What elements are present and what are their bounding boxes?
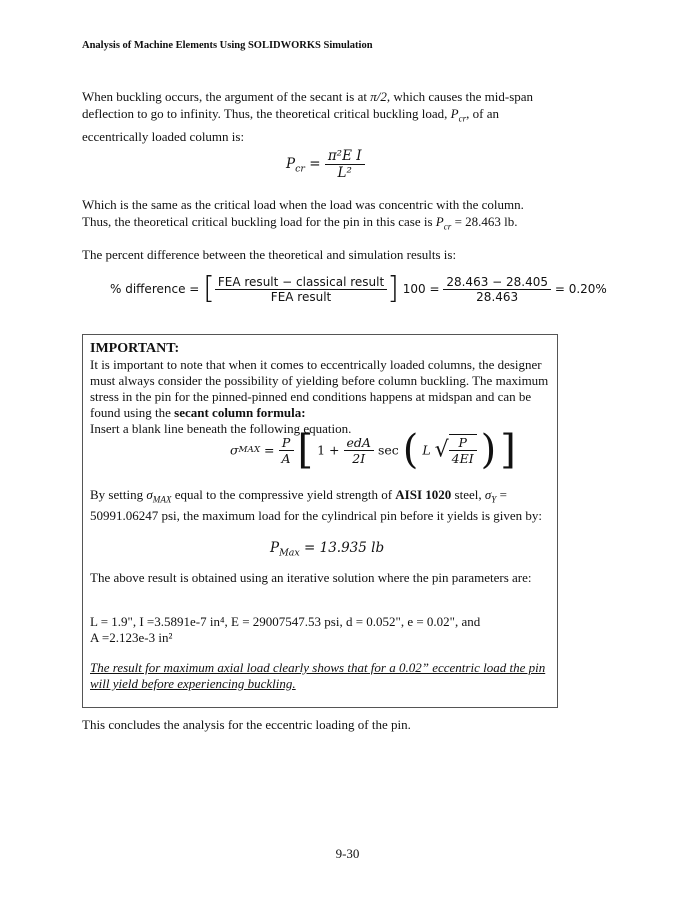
eq3-equals: = [264, 442, 275, 458]
eq3-f1 [279, 435, 294, 466]
eq3-sec: sec [377, 442, 399, 458]
important-conclusion: The result for maximum axial load clearly shows that for a 0.02” eccentric load the pin will yield before experiencing buckling. [90, 660, 546, 691]
important-p3-math2-sub: Y [491, 494, 497, 505]
important-p3-bold: AISI 1020 [395, 487, 452, 502]
secant-formula-equation [230, 427, 516, 473]
eq3-f1-den: A [281, 450, 291, 466]
eq3-lhs-sub: MAX [238, 445, 261, 455]
critical-load-equation [286, 148, 365, 181]
eq2-result: = 0.20% [554, 282, 607, 296]
important-p3-math-sub: MAX [152, 494, 172, 505]
intro-math-a: π/2 [370, 89, 387, 104]
eq3-f2 [344, 435, 374, 466]
eq2-lhs: % difference = [110, 282, 200, 296]
para2-math-sub: cr [443, 221, 452, 232]
eq2-frac1 [215, 275, 387, 304]
para2-line2-b: = 28.463 lb. [451, 214, 518, 229]
important-p3-b: equal to the compressive yield strength of [171, 487, 396, 502]
intro-text-b: , which causes the mid-span deflection to go to infinity. Thus, the theoretical critical buckling load, [82, 89, 534, 121]
params-line-1: L = 1.9", I =3.5891e-7 in⁴, E = 29007547.53 psi, d = 0.052", e = 0.02", and [90, 614, 481, 629]
page-number: 9-30 [335, 846, 360, 861]
eq2-right-bracket: ] [387, 271, 399, 306]
eq4-rhs: = 13.935 lb [304, 540, 385, 556]
eq1-lhs: P [286, 156, 296, 172]
intro-math-b-sub: cr [458, 113, 467, 124]
sqrt-icon: √ [434, 437, 449, 463]
intro-text-c: , of an eccentrically loaded column is: [82, 106, 499, 144]
eq3-right-bracket: ] [500, 427, 516, 473]
eq3-f2-num: edA [344, 435, 374, 451]
eq3-lhs: σ [230, 442, 239, 458]
eq1-numerator: π²E I [325, 148, 365, 165]
eq3-f1-num: P [279, 435, 294, 451]
eq3-right-paren: ) [480, 427, 497, 473]
eq3-f2-den: 2I [352, 450, 366, 466]
intro-paragraph [82, 88, 562, 145]
eq3-f3-num: P [449, 435, 477, 451]
eq2-mult: 100 = [402, 282, 440, 296]
intro-text-a: When buckling occurs, the argument of the secant is at [82, 89, 371, 104]
intro-math-b: P [450, 106, 459, 121]
important-p3-d: = 50991.06247 psi, the maximum load for the cylindrical pin before it yields is given by: [90, 487, 543, 523]
important-p1-text: It is important to note that when it comes to eccentrically loaded columns, the designer must always consider the possibility of yielding before column buckling. The maximum stress in the pin for the pinned-pinned end conditions happens at midspan and can be found using the [90, 357, 549, 420]
eq2-frac1-num: FEA result − classical result [215, 275, 387, 290]
eq2-frac2 [443, 275, 551, 304]
eq1-equals: = [309, 156, 321, 172]
important-p3-math: σ [146, 487, 153, 502]
important-p3-math2: σ [484, 487, 492, 502]
important-p3-a: By setting [90, 487, 147, 502]
eq2-left-bracket: [ [203, 271, 215, 306]
eq3-L: L [422, 442, 431, 458]
para2-line2-a: Thus, the theoretical critical buckling load for the pin in this case is [82, 214, 436, 229]
eq2-frac2-den: 28.463 [476, 289, 519, 304]
para2-math: P [435, 214, 444, 229]
pin-parameters [90, 614, 552, 646]
eq3-f3 [449, 434, 477, 466]
important-p1-bold: secant column formula: [174, 405, 306, 420]
eq3-left-paren: ( [402, 427, 419, 473]
para2-line2 [82, 213, 562, 236]
important-paragraph-3 [90, 487, 552, 524]
eq1-lhs-sub: cr [295, 163, 305, 175]
important-paragraph-4: The above result is obtained using an iterative solution where the pin parameters are: [90, 570, 532, 585]
eq2-frac2-num: 28.463 − 28.405 [443, 275, 551, 290]
running-header: Analysis of Machine Elements Using SOLIDWORKS Simulation [82, 40, 373, 51]
eq1-denominator: L² [337, 165, 352, 181]
eq3-f3-den: 4EI [451, 451, 474, 466]
eq2-frac1-den: FEA result [270, 289, 332, 304]
eq4-lhs: P [270, 540, 280, 556]
para2-line1: Which is the same as the critical load when the load was concentric with the column. [82, 197, 524, 212]
closing-paragraph: This concludes the analysis for the eccentric loading of the pin. [82, 717, 411, 732]
critical-load-paragraph [82, 196, 562, 236]
eq4-lhs-sub: Max [279, 547, 300, 559]
important-paragraph-1 [90, 357, 552, 437]
max-load-equation [270, 540, 384, 559]
eq3-left-bracket: [ [297, 427, 314, 473]
eq3-one-plus: 1 + [317, 442, 340, 458]
important-p3-c: steel, [451, 487, 485, 502]
eq1-fraction [325, 148, 365, 181]
percent-difference-intro: The percent difference between the theoretical and simulation results is: [82, 247, 457, 262]
important-title: IMPORTANT: [90, 341, 180, 356]
params-line-2: A =2.123e-3 in² [90, 630, 173, 645]
percent-difference-equation [110, 271, 607, 306]
important-p2: Insert a blank line beneath the following equation. [90, 421, 352, 436]
